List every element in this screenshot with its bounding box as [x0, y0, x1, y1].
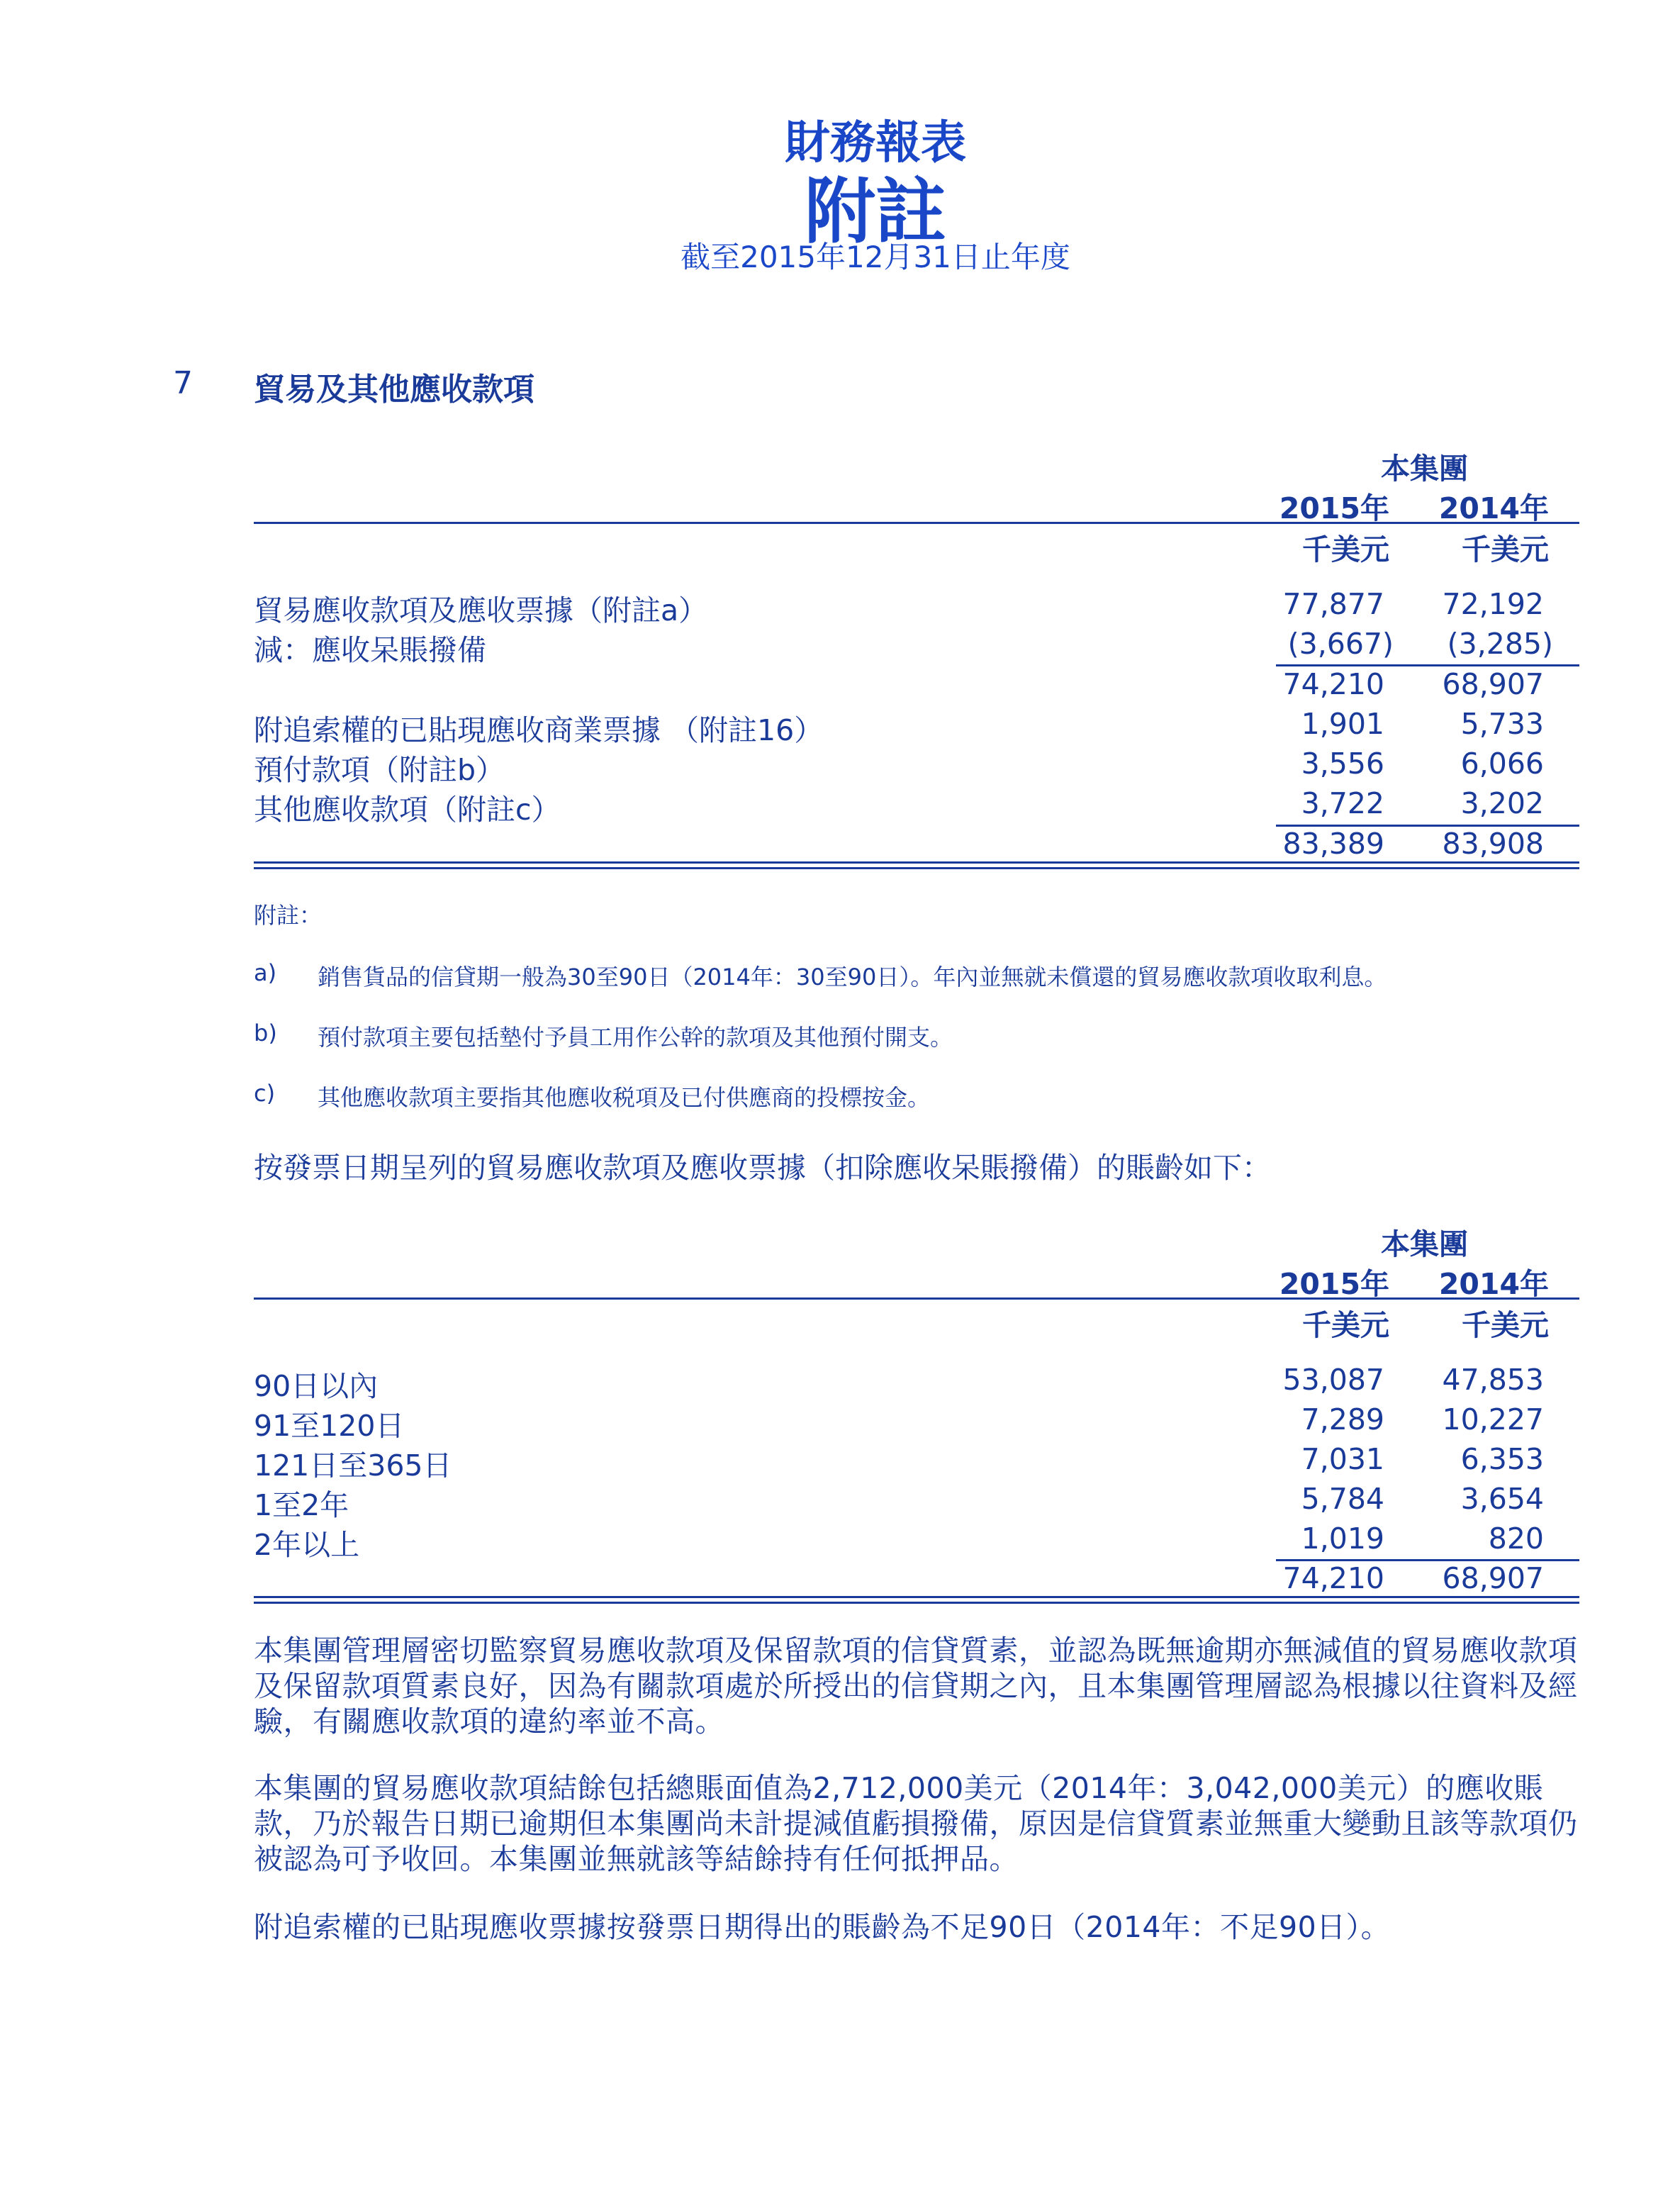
value-2014: 47,853: [1442, 1363, 1544, 1397]
value-2015: 5,784: [1301, 1482, 1384, 1516]
notes-heading: 附註：: [254, 902, 323, 929]
section-title: 貿易及其他應收款項: [254, 372, 534, 408]
subtotal-2015: 74,210: [1282, 667, 1384, 701]
row-label: 1至2年: [254, 1488, 349, 1522]
value-2015: 1,019: [1301, 1522, 1384, 1556]
subtotal-2014: 68,907: [1442, 667, 1544, 701]
double-rule-bottom: [254, 867, 1579, 869]
row-label: 減：應收呆賬撥備: [254, 633, 486, 667]
note-text: 預付款項主要包括墊付予員工用作公幹的款項及其他預付開支。: [318, 1024, 953, 1051]
note-text: 銷售貨品的信貸期一般為30至90日（2014年：30至90日）。年內並無就未償還的貿易應收款項收取利息。: [318, 964, 1387, 990]
value-2014: 820: [1488, 1522, 1544, 1556]
unit-2014-header: 千美元: [1462, 532, 1549, 566]
notes-title: 附註: [805, 170, 946, 253]
group-label: 本集團: [1381, 452, 1468, 486]
value-2014: 5,733: [1460, 707, 1544, 741]
value-2015: 7,031: [1301, 1442, 1384, 1476]
value-2015: 7,289: [1301, 1402, 1384, 1436]
value-2014: 72,192: [1442, 587, 1544, 621]
note-marker: b): [254, 1020, 277, 1046]
total-2015: 74,210: [1282, 1561, 1384, 1595]
note-text: 其他應收款項主要指其他應收税項及已付供應商的投標按金。: [318, 1084, 931, 1111]
value-2014: 3,202: [1460, 786, 1544, 820]
value-2015: 53,087: [1282, 1363, 1384, 1397]
total-2015: 83,389: [1282, 827, 1384, 861]
total-2014: 68,907: [1442, 1561, 1544, 1595]
unit-2015-header: 千美元: [1302, 1308, 1389, 1342]
row-label: 121日至365日: [254, 1449, 452, 1483]
note-marker: a): [254, 959, 277, 986]
credit-quality-paragraph: 本集團管理層密切監察貿易應收款項及保留款項的信貸質素，並認為既無逾期亦無減值的貿易應收款項及保留款項質素良好，因為有關款項處於所授出的信貸期之內，且本集團管理層認為根據以往資料及經驗，有關應收款項的違約率並不高。: [254, 1634, 1578, 1738]
table-rule: [254, 522, 1579, 524]
value-2015: 1,901: [1301, 707, 1384, 741]
group-label: 本集團: [1381, 1227, 1468, 1261]
value-2015: 3,722: [1301, 786, 1384, 820]
row-label: 2年以上: [254, 1528, 360, 1562]
year-2015-header: 2015年: [1279, 491, 1389, 525]
report-title: 財務報表: [785, 117, 966, 169]
section-number: 7: [173, 365, 193, 401]
unit-2014-header: 千美元: [1462, 1308, 1549, 1342]
double-rule-top: [254, 861, 1579, 864]
table-rule: [254, 1297, 1579, 1300]
unit-2015-header: 千美元: [1302, 532, 1389, 566]
value-2014: (3,285): [1447, 627, 1553, 661]
period-subtitle: 截至2015年12月31日止年度: [681, 240, 1070, 274]
subtotal-rule: [1276, 664, 1579, 666]
row-label: 91至120日: [254, 1409, 405, 1443]
row-label: 90日以內: [254, 1369, 379, 1403]
value-2015: 3,556: [1301, 747, 1384, 781]
discounted-bills-paragraph: 附追索權的已貼現應收票據按發票日期得出的賬齡為不足90日（2014年：不足90日）。: [254, 1910, 1391, 1944]
year-2015-header: 2015年: [1279, 1267, 1389, 1301]
double-rule-bottom: [254, 1602, 1579, 1604]
double-rule-top: [254, 1596, 1579, 1598]
total-2014: 83,908: [1442, 827, 1544, 861]
value-2015: 77,877: [1282, 587, 1384, 621]
aging-intro: 按發票日期呈列的貿易應收款項及應收票據（扣除應收呆賬撥備）的賬齡如下：: [254, 1151, 1271, 1185]
year-2014-header: 2014年: [1438, 1267, 1549, 1301]
row-label: 貿易應收款項及應收票據（附註a）: [254, 593, 708, 627]
value-2014: 6,066: [1460, 747, 1544, 781]
row-label: 附追索權的已貼現應收商業票據 （附註16）: [254, 713, 824, 747]
value-2015: (3,667): [1287, 627, 1394, 661]
row-label: 其他應收款項（附註c）: [254, 793, 561, 827]
value-2014: 3,654: [1460, 1482, 1544, 1516]
past-due-paragraph: 本集團的貿易應收款項結餘包括總賬面值為2,712,000美元（2014年：3,042,000美元）的應收賬款，乃於報告日期已逾期但本集團尚未計提減值虧損撥備，原因是信貸質素並無重大變動且該等款項仍被認為可予收回。本集團並無就該等結餘持有任何抵押品。: [254, 1771, 1578, 1876]
value-2014: 6,353: [1460, 1442, 1544, 1476]
year-2014-header: 2014年: [1438, 491, 1549, 525]
value-2014: 10,227: [1442, 1402, 1544, 1436]
note-marker: c): [254, 1080, 276, 1107]
row-label: 預付款項（附註b）: [254, 753, 505, 787]
